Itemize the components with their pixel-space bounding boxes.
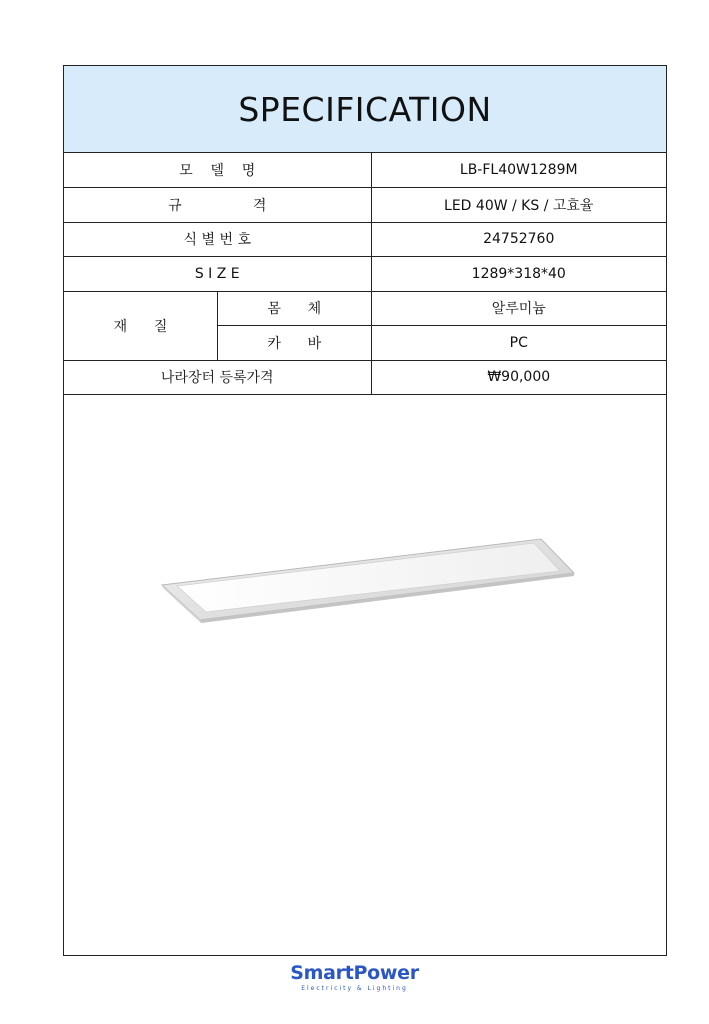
specification-sheet	[63, 65, 667, 956]
table-row-model	[64, 153, 666, 188]
material-label: 재 질	[64, 291, 218, 360]
brand-name: SmartPower	[290, 962, 419, 984]
body-value: 알루미늄	[371, 291, 666, 326]
spec-label: 규 격	[64, 188, 371, 223]
model-value: LB-FL40W1289M	[371, 153, 666, 188]
id-label: 식 별 번 호	[64, 222, 371, 257]
footer-logo	[0, 962, 709, 992]
cover-label: 카 바	[218, 326, 372, 361]
table-row-id	[64, 222, 666, 257]
spec-value: LED 40W / KS / 고효율	[371, 188, 666, 223]
table-row-size	[64, 257, 666, 292]
brand-tagline: Electricity & Lighting	[301, 985, 408, 992]
body-label: 몸 체	[218, 291, 372, 326]
table-row-material-body	[64, 291, 666, 326]
price-label: 나라장터 등록가격	[64, 360, 371, 395]
cover-value: PC	[371, 326, 666, 361]
model-label: 모 델 명	[64, 153, 371, 188]
page-title: SPECIFICATION	[238, 89, 492, 129]
size-value: 1289*318*40	[371, 257, 666, 292]
size-label: S I Z E	[64, 257, 371, 292]
id-value: 24752760	[371, 222, 666, 257]
table-row-price	[64, 360, 666, 395]
product-photo-area	[64, 392, 666, 954]
table-row-spec	[64, 188, 666, 223]
title-bar	[64, 66, 666, 153]
price-value: ₩90,000	[371, 360, 666, 395]
spec-table	[64, 153, 666, 395]
led-panel-image	[64, 392, 668, 954]
